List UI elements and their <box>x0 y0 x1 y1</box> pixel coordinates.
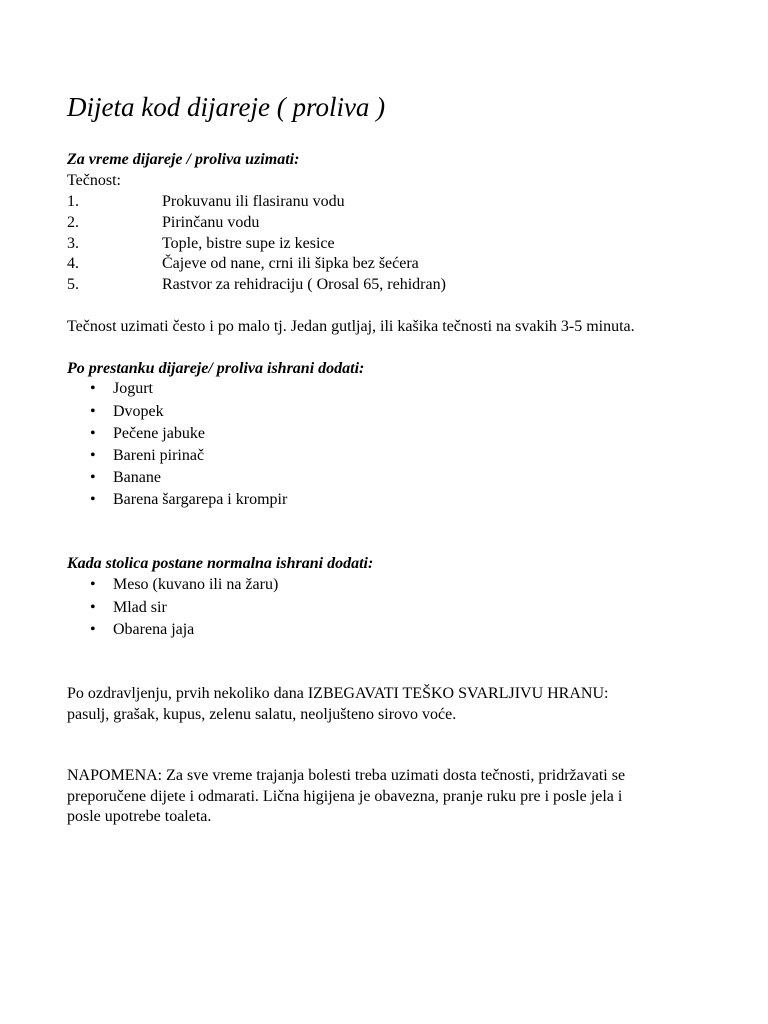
bullet-icon: • <box>90 447 96 464</box>
bullet-icon: • <box>90 599 96 616</box>
list-item: Meso (kuvano ili na žaru) <box>113 576 279 593</box>
bullet-icon: • <box>90 425 96 442</box>
note-line-3: posle upotrebe toaleta. <box>67 808 212 825</box>
avoid-foods-line-2: pasulj, grašak, kupus, zelenu salatu, neoljušteno sirovo voće. <box>67 706 457 723</box>
list-item: Banane <box>113 469 161 486</box>
list-item: Jogurt <box>113 380 153 397</box>
list-item: Rastvor za rehidraciju ( Orosal 65, rehidran) <box>162 276 446 293</box>
section-heading-during: Za vreme dijareje / proliva uzimati: <box>67 151 300 168</box>
bullet-icon: • <box>90 380 96 397</box>
list-item: Čajeve od nane, crni ili šipka bez šećera <box>162 255 419 272</box>
bullet-icon: • <box>90 491 96 508</box>
list-number: 3. <box>67 235 79 252</box>
bullet-icon: • <box>90 576 96 593</box>
fluid-intake-note: Tečnost uzimati često i po malo tj. Jedan gutljaj, ili kašika tečnosti na svakih 3-5 minuta. <box>67 318 635 335</box>
note-line-2: preporučene dijete i odmarati. Lična higijena je obavezna, pranje ruku pre i posle jela i <box>67 788 623 805</box>
list-item: Bareni pirinač <box>113 447 205 464</box>
fluids-label: Tečnost: <box>67 172 121 189</box>
bullet-icon: • <box>90 469 96 486</box>
list-item: Pirinčanu vodu <box>162 214 260 231</box>
avoid-foods-line-1: Po ozdravljenju, prvih nekoliko dana IZBEGAVATI TEŠKO SVARLJIVU HRANU: <box>67 685 609 702</box>
list-item: Dvopek <box>113 403 164 420</box>
note-line-1: NAPOMENA: Za sve vreme trajanja bolesti treba uzimati dosta tečnosti, pridržavati se <box>67 767 626 784</box>
list-number: 2. <box>67 214 79 231</box>
list-number: 5. <box>67 276 79 293</box>
section-heading-normal: Kada stolica postane normalna ishrani dodati: <box>67 555 374 572</box>
list-number: 4. <box>67 255 79 272</box>
list-item: Tople, bistre supe iz kesice <box>162 235 335 252</box>
list-item: Mlad sir <box>113 599 167 616</box>
section-heading-after: Po prestanku dijareje/ proliva ishrani dodati: <box>67 360 365 377</box>
list-item: Pečene jabuke <box>113 425 205 442</box>
document-title: Dijeta kod dijareje ( proliva ) <box>67 92 386 122</box>
list-number: 1. <box>67 193 79 210</box>
bullet-icon: • <box>90 621 96 638</box>
list-item: Barena šargarepa i krompir <box>113 491 288 508</box>
list-item: Obarena jaja <box>113 621 195 638</box>
list-item: Prokuvanu ili flasiranu vodu <box>162 193 345 210</box>
bullet-icon: • <box>90 403 96 420</box>
